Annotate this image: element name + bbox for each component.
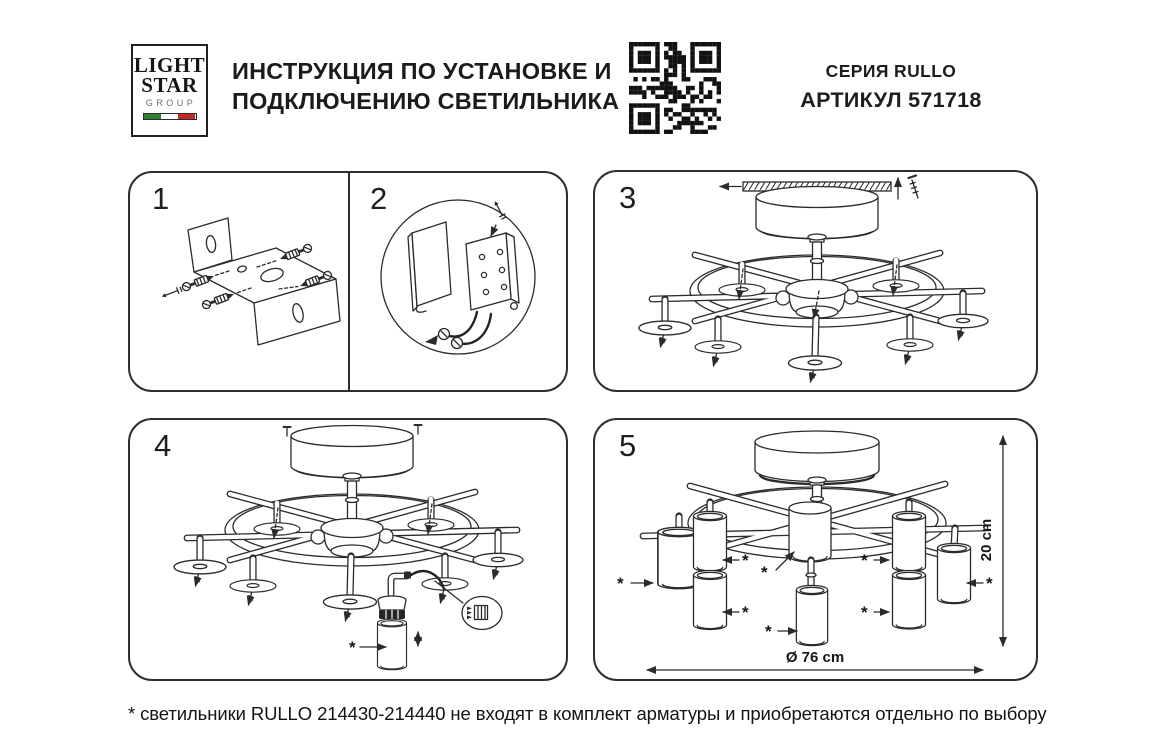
panel-5 <box>593 418 1038 681</box>
asterisk-marker: * <box>765 622 772 641</box>
lamp-installation-drawing <box>130 420 566 679</box>
panel-2-number: 2 <box>370 181 388 216</box>
assembled-chandelier-drawing <box>595 420 1036 679</box>
bracket-drawing <box>130 173 348 390</box>
height-dimension <box>978 436 1003 646</box>
panel-4-number: 4 <box>154 428 172 463</box>
panel-4 <box>128 418 568 681</box>
asterisk-marker: * <box>617 574 624 593</box>
italy-flag-icon <box>143 113 197 120</box>
logo-word-light: LIGHT <box>133 53 206 77</box>
lightstar-logo <box>131 44 208 137</box>
title-line-1: ИНСТРУКЦИЯ ПО УСТАНОВКЕ И <box>232 58 612 84</box>
canopy <box>755 431 879 484</box>
hub-cylinder <box>789 502 831 562</box>
page-title <box>232 56 652 116</box>
diameter-label: Ø 76 cm <box>785 649 845 666</box>
asterisk-marker: * <box>742 551 749 570</box>
panel-1-2 <box>128 171 568 392</box>
asterisk-marker: * <box>986 574 993 593</box>
asterisk-marker: * <box>861 603 868 622</box>
panel-5-number: 5 <box>619 428 637 463</box>
chandelier-frame-drawing <box>595 172 1036 390</box>
wiring-detail-drawing <box>350 173 566 390</box>
diameter-dimension <box>647 649 983 670</box>
spot-lamp-shade <box>377 619 406 670</box>
panel-3-number: 3 <box>619 180 637 215</box>
up-down-arrow-icon <box>415 632 422 646</box>
asterisk-marker: * <box>761 563 768 582</box>
height-label: 20 cm <box>978 518 995 562</box>
asterisk-marker: * <box>349 638 356 657</box>
title-line-2: ПОДКЛЮЧЕНИЮ СВЕТИЛЬНИКА <box>232 88 620 114</box>
loose-screw-icon <box>161 287 182 300</box>
logo-word-group: GROUP <box>145 98 197 108</box>
footnote: * светильники RULLO 214430-214440 не входят в комплект арматуры и приобретаются отдельно по выбору <box>128 703 1047 724</box>
product-info <box>775 61 1007 113</box>
wiring-terminal-detail <box>435 581 502 630</box>
asterisk-marker: * <box>742 603 749 622</box>
mounting-screw-icon <box>909 176 919 199</box>
panel-1-number: 1 <box>152 181 170 216</box>
article-label: АРТИКУЛ 571718 <box>800 88 982 112</box>
qr-code-icon <box>629 42 721 134</box>
logo-word-star: STAR <box>141 73 198 97</box>
series-label: СЕРИЯ RULLO <box>825 61 957 81</box>
panel-3 <box>593 170 1038 392</box>
asterisk-marker: * <box>861 551 868 570</box>
